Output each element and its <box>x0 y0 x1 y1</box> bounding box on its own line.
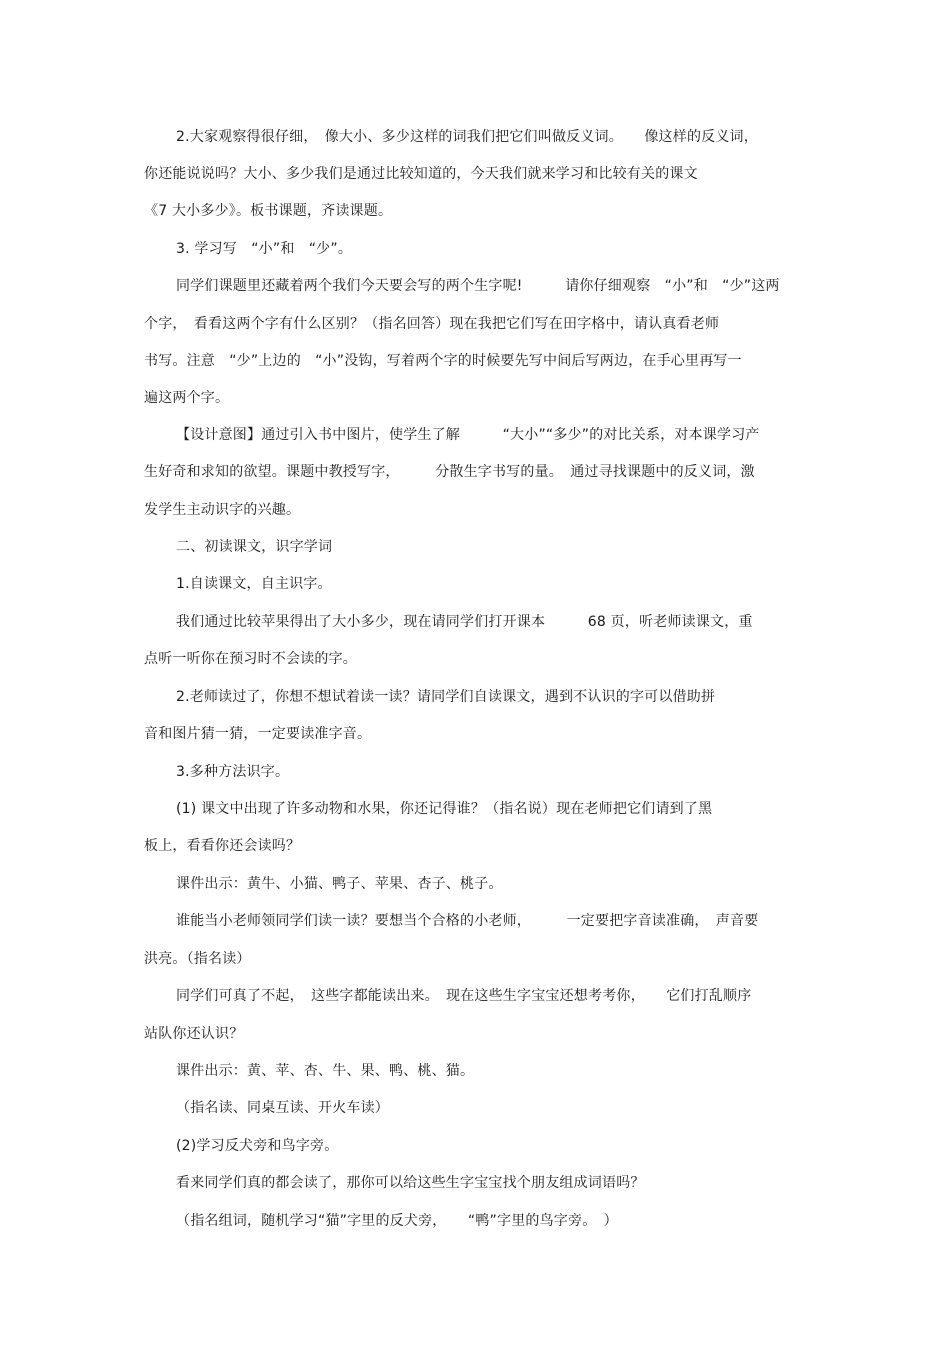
text-line: (1) 课文中出现了许多动物和水果，你还记得谁？（指名说）现在老师把它们请到了黑 <box>176 801 713 817</box>
text-line: 3.多种方法识字。 <box>176 764 290 780</box>
text-line: 1.自读课文，自主识字。 <box>176 576 332 592</box>
text-line: 板上，看看你还会读吗？ <box>144 838 301 854</box>
text-line: 2.大家观察得很仔细， 像大小、多少这样的词我们把它们叫做反义词。 像这样的反义词， <box>176 129 758 145</box>
text-line: 2.老师读过了，你想不想试着读一读？请同学们自读课文，遇到不认识的字可以借助拼 <box>176 689 716 705</box>
text-line: （指名读、同桌互读、开火车读） <box>176 1100 389 1116</box>
text-line: 站队你还认识？ <box>144 1026 244 1042</box>
text-line: 【设计意图】通过引入书中图片，使学生了解 “大小”“多少”的对比关系，对本课学习产 <box>176 427 760 443</box>
text-line: 看来同学们真的都会读了，那你可以给这些生字宝宝找个朋友组成词语吗？ <box>176 1175 645 1191</box>
text-line: 课件出示：黄、苹、杏、牛、果、鸭、桃、猫。 <box>176 1063 475 1079</box>
text-line: 洪亮。（指名读） <box>144 951 251 967</box>
text-line: 你还能说说吗？大小、多少我们是通过比较知道的，今天我们就来学习和比较有关的课文 <box>144 166 698 182</box>
text-line: 点听一听你在预习时不会读的字。 <box>144 651 357 667</box>
text-line: 音和图片猜一猜，一定要读准字音。 <box>144 726 372 742</box>
text-line: 遍这两个字。 <box>144 390 230 406</box>
section-heading: 二、初读课文，识字学词 <box>176 539 333 555</box>
text-line: 个字， 看看这两个字有什么区别？（指名回答）现在我把它们写在田字格中，请认真看老师 <box>144 316 720 332</box>
text-line: 3. 学习写 “小”和 “少”。 <box>176 241 353 257</box>
text-line: （指名组词，随机学习“猫”字里的反犬旁， “鸭”字里的鸟字旁。 ） <box>176 1213 618 1229</box>
text-line: 生好奇和求知的欲望。课题中教授写字， 分散生字书写的量。 通过寻找课题中的反义词，激 <box>144 464 755 480</box>
text-line: 课件出示：黄牛、小猫、鸭子、苹果、杏子、桃子。 <box>176 876 503 892</box>
text-line: 书写。注意 “少”上边的 “小”没钩，写着两个字的时候要先写中间后写两边，在手心里再写一 <box>144 353 742 369</box>
text-line: (2)学习反犬旁和鸟字旁。 <box>176 1138 339 1154</box>
text-line: 同学们可真了不起， 这些字都能读出来。 现在这些生字宝宝还想考考你， 它们打乱顺序 <box>176 988 752 1004</box>
text-line: 发学生主动识字的兴趣。 <box>144 502 301 518</box>
text-line: 同学们课题里还藏着两个我们今天要会写的两个生字呢! 请你仔细观察 “小”和 “少”这两 <box>176 278 780 294</box>
text-line: 谁能当小老师领同学们读一读？要想当个合格的小老师， 一定要把字音读准确， 声音要 <box>176 913 759 929</box>
text-line: 《7 大小多少》。板书课题，齐读课题。 <box>144 203 393 219</box>
text-line: 我们通过比较苹果得出了大小多少，现在请同学们打开课本 68 页，听老师读课文，重 <box>176 614 753 630</box>
